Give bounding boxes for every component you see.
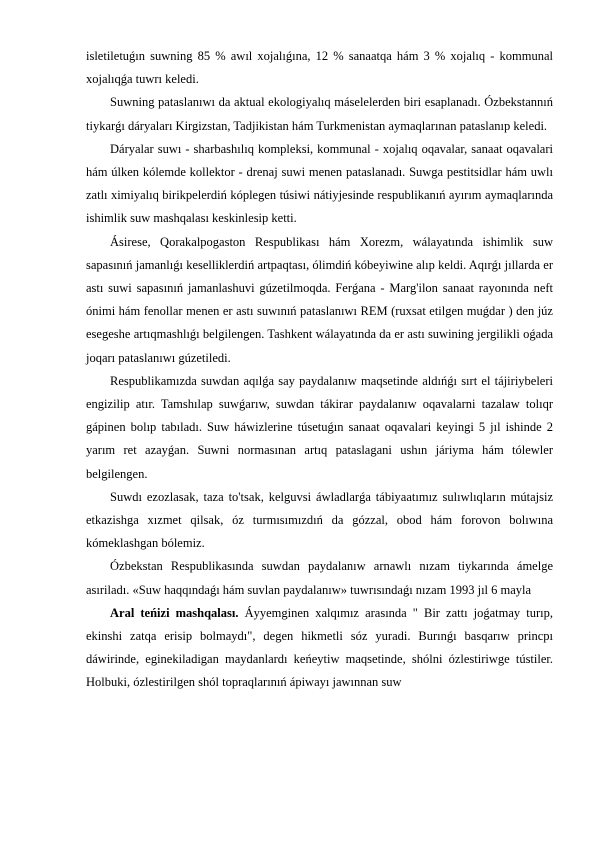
paragraph-5 xyxy=(86,370,553,486)
paragraph-5-text: Respublikamızda suwdan aqılǵa say paydalanıw maqsetinde aldıńǵı sırt el tájiriybeleri engizilip atır. Tamshılap suwǵarıw, suwdan tákirar paydalanıw oqavalarni tazalaw tolıqr gápinen bolıp tabıladı. Suw háwizlerine túsetuǵın sanaat oqavalari keyingi 5 jıl ishinde 2 yarım ret azayǵan. Suwni normasınan artıq pataslagani ushın járiyma hám tólewler belgilengen. xyxy=(86,373,553,481)
paragraph-6 xyxy=(86,486,553,556)
paragraph-3 xyxy=(86,138,553,231)
paragraph-2 xyxy=(86,91,553,137)
paragraph-6-text: Suwdı ezozlasak, taza to'tsak, kelguvsi áwladlarǵa tábiyaatımız sulıwlıqların mútajsiz etkazishga xızmet qilsak, óz turmısımızdıń da gózzal, obod hám forovon bolıwına kómeklashgan bólemiz. xyxy=(86,489,553,551)
document-body xyxy=(86,45,553,695)
paragraph-4 xyxy=(86,231,553,370)
paragraph-1-text: isletiletuǵın suwning 85 % awıl xojalıǵına, 12 % sanaatqa hám 3 % xojalıq - kommunal xojalıqǵa tuwrı keledi. xyxy=(86,49,553,87)
paragraph-1 xyxy=(86,45,553,91)
paragraph-8-text: Áyyemginen xalqımız arasında " Bir zattı joǵatmay turıp, ekinshi zatqa erisip bolmaydı", degen hikmetli sóz yuradi. Burınǵı basqarıw princpı dáwirinde, eginekiladigan maydanlardı keńeytiw maqsetinde, shólni ózlestiriwge tústiler. Holbuki, ózlestirilgen shól topraqlarınıń ápiwayı jawınnan suw xyxy=(86,605,553,690)
paragraph-7-text: Ózbekstan Respublikasında suwdan paydalanıw arnawlı nızam tiykarında ámelge asıriladı. «Suw haqqındaǵı hám suvlan paydalanıw» tuwrısındaǵı nızam 1993 jıl 6 mayla xyxy=(86,559,553,597)
paragraph-4-text: Ásirese, Qorakalpogaston Respublikası hám Xorezm, wálayatında ishimlik suw sapasınıń jamanlıǵı keselliklerdiń artpaqtası, ólimdiń kóbeyiwine alıp keldi. Aqırǵı jıllarda er astı suwi sapasınıń jamanlashuvi gúzetilmoqda. Ferǵana - Marg'ilon sanaat rayonında neft ónimi hám fenollar menen er astı suwınıń pataslanıwı REM (ruxsat etilgen muǵdar ) den júz esegeshe artıqmashlıǵı belgilengen. Tashkent wálayatında da er astı suwining jergilikli oǵada joqarı pataslanıwı gúzetiledi. xyxy=(86,234,553,365)
paragraph-7 xyxy=(86,555,553,601)
paragraph-3-text: Dáryalar suwı - sharbashılıq kompleksi, kommunal - xojalıq oqavalar, sanaat oqavalari hám úlken kólemde kollektor - drenaj suwi menen pataslanadı. Suwga pestitsidlar hám uwlı zatlı ximiyalıq birikpelerdiń kóplegen túsiwi nátiyjesinde respublikanıń ayırım aymaqlarında ishimlik suw mashqalası keskinlesip ketti. xyxy=(86,141,553,226)
paragraph-8 xyxy=(86,602,553,695)
section-heading-aral: Aral teńizi mashqalası. xyxy=(110,605,239,620)
paragraph-2-text: Suwning pataslanıwı da aktual ekologiyalıq máselelerden biri esaplanadı. Ózbekstannıń tiykarǵı dáryaları Kirgizstan, Tadjikistan hám Turkmenistan aymaqlarınan pataslanıp keledi. xyxy=(86,95,553,133)
